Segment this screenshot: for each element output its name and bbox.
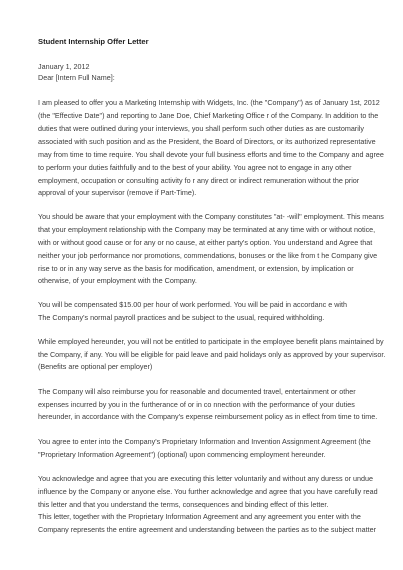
- paragraph-line: You acknowledge and agree that you are executing this letter voluntarily and without any duress or undue: [38, 474, 373, 483]
- paragraph-line: neither your job performance nor promotions, commendations, bonuses or the like from t he Company give: [38, 251, 378, 260]
- paragraph-line: this letter and that you understand the terms, consequences and binding effect of this letter.: [38, 500, 329, 509]
- paragraph-line: with or without good cause or for any or no cause, at either party's option. You understand and Agree that: [38, 238, 373, 247]
- paragraph-line: employment, occupation or consulting activity fo r any direct or indirect remuneration without the prior: [38, 176, 360, 185]
- paragraph-line: the Company, if any. You will be eligible for paid leave and paid holidays only as approved by your supervisor.: [38, 350, 386, 359]
- paragraph-line: The Company will also reimburse you for reasonable and documented travel, entertainment or other: [38, 387, 356, 396]
- paragraph-line: rise to or in any way serve as the basis for modification, amendment, or extension, by implication or: [38, 264, 354, 273]
- paragraph-line: to perform your duties faithfully and to the best of your ability. You agree not to engage in any other: [38, 163, 352, 172]
- paragraph-line: You agree to enter into the Company's Proprietary Information and Invention Assignment Agreement (the: [38, 437, 371, 446]
- letter-salutation: Dear [Intern Full Name]:: [38, 73, 115, 82]
- paragraph-line: "Proprietary Information Agreement") (optional) upon commencing employment hereunder.: [38, 450, 326, 459]
- paragraph-line: This letter, together with the Proprietary Information Agreement and any agreement you enter with the: [38, 512, 361, 521]
- paragraph-line: influence by the Company or anyone else. You further acknowledge and agree that you have carefully read: [38, 487, 378, 496]
- paragraph-line: The Company's normal payroll practices and be subject to the usual, required withholding.: [38, 313, 325, 322]
- paragraph-line: duties that were outlined during your interviews, you shall perform such other duties as are customarily: [38, 124, 364, 133]
- paragraph-line: Company represents the entire agreement and understanding between the parties as to the subject matter: [38, 525, 377, 534]
- paragraph-line: otherwise, of your employment with the Company.: [38, 276, 197, 285]
- paragraph-line: approval of your supervisor (remove if Part-Time).: [38, 188, 197, 197]
- paragraph-line: You should be aware that your employment with the Company constitutes "at- -will" employment. This means: [38, 212, 384, 221]
- paragraph-line: (the "Effective Date") and reporting to Jane Doe, Chief Marketing Office r of the Company. In addition to the: [38, 111, 379, 120]
- letter-date: January 1, 2012: [38, 62, 90, 71]
- paragraph-line: (Benefits are optional per employer): [38, 362, 153, 371]
- paragraph-line: associated with such position and as the President, the Board of Directors, or its authorized representative: [38, 137, 376, 146]
- letter-title: Student Internship Offer Letter: [38, 37, 149, 46]
- paragraph-line: I am pleased to offer you a Marketing Internship with Widgets, Inc. (the "Company") as of January 1st, 2012: [38, 98, 380, 107]
- paragraph-line: While employed hereunder, you will not be entitled to participate in the employee benefit plans maintained by: [38, 337, 384, 346]
- paragraph-line: You will be compensated $15.00 per hour of work performed. You will be paid in accordanc e with: [38, 300, 347, 309]
- paragraph-line: expenses incurred by you in the furtherance of or in co nnection with the performance of your duties: [38, 400, 355, 409]
- paragraph-line: that your employment relationship with the Company may be terminated at any time with or without notice,: [38, 225, 376, 234]
- paragraph-line: hereunder, in accordance with the Company's expense reimbursement policy as in effect from time to time.: [38, 412, 378, 421]
- paragraph-line: may from time to time require. You shall devote your full business efforts and time to the Company and agree: [38, 150, 384, 159]
